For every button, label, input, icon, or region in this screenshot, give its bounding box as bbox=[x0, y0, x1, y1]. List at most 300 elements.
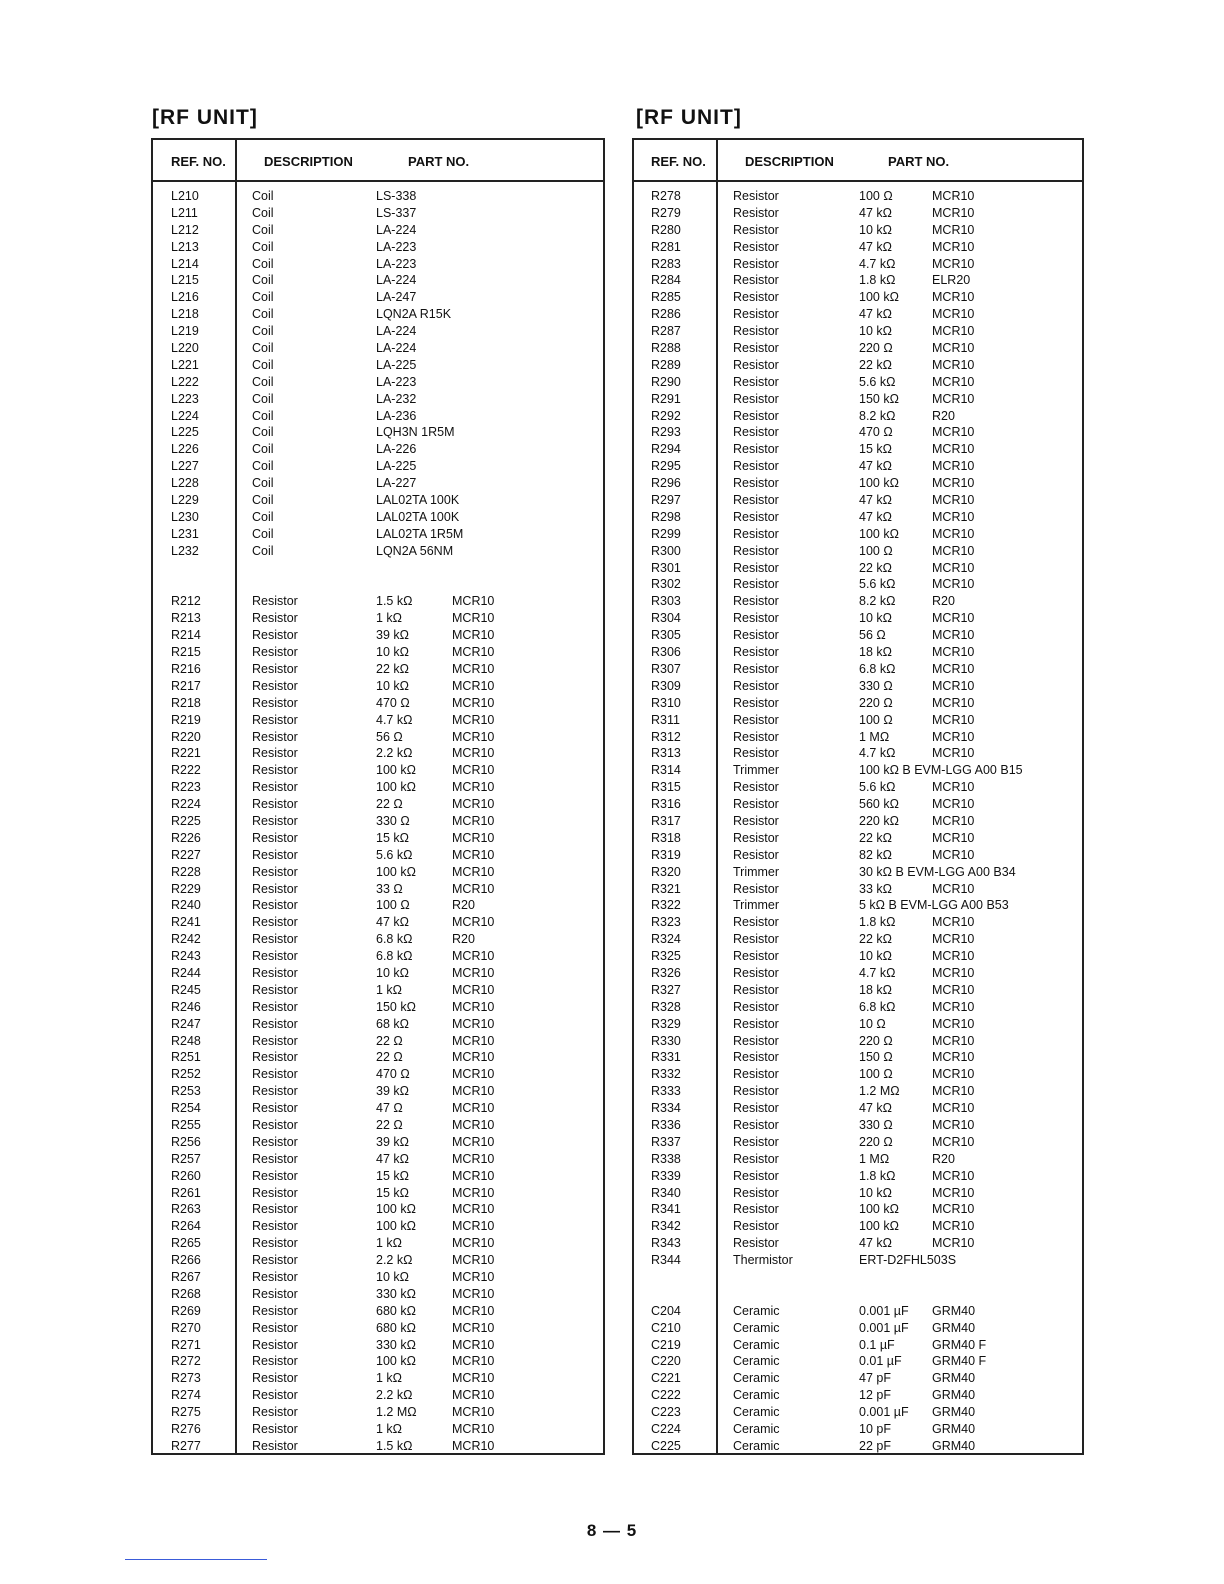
table-row bbox=[634, 847, 1082, 864]
cell-ref-no: L222 bbox=[171, 374, 199, 389]
cell-description: Resistor bbox=[252, 965, 298, 980]
cell-description: Resistor bbox=[252, 1438, 298, 1453]
cell-part-no: MCR10 bbox=[932, 341, 975, 356]
cell-value: 1.2 MΩ bbox=[859, 1084, 900, 1099]
cell-ref-no: R271 bbox=[171, 1337, 201, 1352]
cell-description: Ceramic bbox=[733, 1303, 780, 1318]
table-row bbox=[153, 999, 603, 1016]
cell-value: 1 MΩ bbox=[859, 729, 890, 744]
cell-value: 220 Ω bbox=[859, 1033, 893, 1048]
cell-value: 1.8 kΩ bbox=[859, 1168, 896, 1183]
cell-description: Resistor bbox=[252, 949, 298, 964]
table-body bbox=[153, 188, 603, 1455]
cell-value: 6.8 kΩ bbox=[376, 932, 413, 947]
cell-value: 47 Ω bbox=[376, 1101, 403, 1116]
table-row bbox=[634, 695, 1082, 712]
cell-description: Resistor bbox=[733, 1151, 779, 1166]
cell-ref-no: R298 bbox=[651, 509, 681, 524]
cell-description: Trimmer bbox=[733, 763, 780, 778]
cell-value: 220 kΩ bbox=[859, 813, 899, 828]
cell-value: 15 kΩ bbox=[376, 1185, 409, 1200]
cell-ref-no: R221 bbox=[171, 746, 201, 761]
table-row bbox=[634, 1151, 1082, 1168]
cell-description: Resistor bbox=[252, 813, 298, 828]
cell-ref-no: R213 bbox=[171, 611, 201, 626]
cell-ref-no: R261 bbox=[171, 1185, 201, 1200]
cell-ref-no: R260 bbox=[171, 1168, 201, 1183]
cell-description: Resistor bbox=[252, 1337, 298, 1352]
cell-part-no: MCR10 bbox=[452, 1033, 495, 1048]
cell-value: 33 kΩ bbox=[859, 881, 892, 896]
cell-description: Resistor bbox=[733, 949, 779, 964]
cell-value: LA-224 bbox=[376, 222, 417, 237]
cell-ref-no: L230 bbox=[171, 509, 199, 524]
cell-ref-no: R327 bbox=[651, 982, 681, 997]
cell-value: 82 kΩ bbox=[859, 847, 892, 862]
cell-value: 47 kΩ bbox=[376, 1151, 409, 1166]
cell-ref-no: R297 bbox=[651, 493, 681, 508]
table-row bbox=[153, 712, 603, 729]
table-row bbox=[634, 526, 1082, 543]
table-row bbox=[153, 560, 603, 577]
cell-value: 100 kΩ bbox=[376, 763, 416, 778]
cell-part-no: MCR10 bbox=[452, 1438, 495, 1453]
cell-value: 47 kΩ bbox=[859, 1236, 892, 1251]
cell-description: Coil bbox=[252, 526, 274, 541]
cell-description: Resistor bbox=[733, 645, 779, 660]
cell-description: Resistor bbox=[733, 1033, 779, 1048]
cell-description: Coil bbox=[252, 425, 274, 440]
cell-part-no: MCR10 bbox=[932, 560, 975, 575]
cell-ref-no: L223 bbox=[171, 391, 199, 406]
cell-part-no: MCR10 bbox=[932, 982, 975, 997]
right-section-title: [RF UNIT] bbox=[636, 106, 742, 129]
table-row bbox=[634, 1083, 1082, 1100]
cell-description: Resistor bbox=[252, 1253, 298, 1268]
cell-value: 1.8 kΩ bbox=[859, 915, 896, 930]
cell-part-no: MCR10 bbox=[932, 357, 975, 372]
table-row bbox=[634, 1404, 1082, 1421]
table-row bbox=[153, 205, 603, 222]
cell-ref-no: R300 bbox=[651, 543, 681, 558]
cell-part-no: MCR10 bbox=[932, 628, 975, 643]
cell-ref-no: R216 bbox=[171, 661, 201, 676]
cell-value: 10 kΩ bbox=[859, 611, 892, 626]
cell-value: LA-223 bbox=[376, 374, 417, 389]
cell-part-no: MCR10 bbox=[452, 1101, 495, 1116]
cell-part-no: MCR10 bbox=[932, 611, 975, 626]
cell-description: Resistor bbox=[733, 712, 779, 727]
table-row bbox=[634, 796, 1082, 813]
table-row bbox=[153, 1438, 603, 1455]
cell-part-no: MCR10 bbox=[452, 1422, 495, 1437]
cell-value: 2.2 kΩ bbox=[376, 746, 413, 761]
cell-part-no: R20 bbox=[452, 932, 475, 947]
cell-value: 5.6 kΩ bbox=[376, 847, 413, 862]
table-row bbox=[634, 205, 1082, 222]
cell-ref-no: R270 bbox=[171, 1320, 201, 1335]
cell-ref-no: R322 bbox=[651, 898, 681, 913]
table-row bbox=[153, 526, 603, 543]
table-row bbox=[153, 627, 603, 644]
cell-part-no: MCR10 bbox=[932, 290, 975, 305]
cell-description: Coil bbox=[252, 543, 274, 558]
cell-part-no: MCR10 bbox=[452, 999, 495, 1014]
cell-value: LA-232 bbox=[376, 391, 417, 406]
header-description: DESCRIPTION bbox=[745, 154, 834, 169]
cell-ref-no: R223 bbox=[171, 780, 201, 795]
cell-description: Resistor bbox=[733, 509, 779, 524]
cell-value: 8.2 kΩ bbox=[859, 408, 896, 423]
cell-value: 1.2 MΩ bbox=[376, 1405, 417, 1420]
table-row bbox=[153, 897, 603, 914]
table-row bbox=[153, 357, 603, 374]
table-row bbox=[153, 610, 603, 627]
table-row bbox=[153, 813, 603, 830]
cell-part-no: MCR10 bbox=[932, 1219, 975, 1234]
cell-ref-no: R331 bbox=[651, 1050, 681, 1065]
cell-description: Coil bbox=[252, 357, 274, 372]
cell-part-no: MCR10 bbox=[932, 391, 975, 406]
cell-part-no: MCR10 bbox=[932, 307, 975, 322]
cell-description: Coil bbox=[252, 493, 274, 508]
cell-ref-no: R324 bbox=[651, 932, 681, 947]
cell-value: 4.7 kΩ bbox=[376, 712, 413, 727]
cell-value: 0.001 µF bbox=[859, 1303, 909, 1318]
cell-part-no: MCR10 bbox=[452, 813, 495, 828]
cell-description: Resistor bbox=[733, 1117, 779, 1132]
cell-value: 1.5 kΩ bbox=[376, 1438, 413, 1453]
cell-ref-no: C210 bbox=[651, 1320, 681, 1335]
table-row bbox=[153, 1201, 603, 1218]
cell-description: Ceramic bbox=[733, 1405, 780, 1420]
cell-part-no: MCR10 bbox=[452, 1151, 495, 1166]
cell-value: 470 Ω bbox=[376, 695, 410, 710]
table-row bbox=[634, 458, 1082, 475]
cell-value: 100 kΩ bbox=[859, 476, 899, 491]
cell-part-no: MCR10 bbox=[932, 256, 975, 271]
cell-value: 100 kΩ bbox=[859, 1202, 899, 1217]
cell-description: Resistor bbox=[733, 830, 779, 845]
cell-value: 680 kΩ bbox=[376, 1303, 416, 1318]
cell-part-no: MCR10 bbox=[452, 1067, 495, 1082]
cell-ref-no: L221 bbox=[171, 357, 199, 372]
cell-description: Resistor bbox=[252, 695, 298, 710]
cell-ref-no: R301 bbox=[651, 560, 681, 575]
cell-value: LA-225 bbox=[376, 357, 417, 372]
table-row bbox=[153, 914, 603, 931]
cell-part-no: MCR10 bbox=[932, 1033, 975, 1048]
cell-description: Ceramic bbox=[733, 1354, 780, 1369]
cell-value: 330 Ω bbox=[859, 1117, 893, 1132]
table-row bbox=[634, 256, 1082, 273]
cell-part-no: MCR10 bbox=[932, 645, 975, 660]
cell-ref-no: R215 bbox=[171, 645, 201, 660]
table-row bbox=[634, 914, 1082, 931]
table-row bbox=[634, 1387, 1082, 1404]
cell-value: 100 kΩ bbox=[859, 290, 899, 305]
cell-description: Resistor bbox=[733, 1084, 779, 1099]
cell-ref-no: C222 bbox=[651, 1388, 681, 1403]
cell-ref-no: R305 bbox=[651, 628, 681, 643]
cell-description: Coil bbox=[252, 476, 274, 491]
cell-part-no: MCR10 bbox=[452, 1134, 495, 1149]
cell-description: Coil bbox=[252, 290, 274, 305]
cell-part-no: MCR10 bbox=[932, 915, 975, 930]
cell-value: 150 kΩ bbox=[376, 999, 416, 1014]
cell-description: Resistor bbox=[252, 1033, 298, 1048]
cell-ref-no: R337 bbox=[651, 1134, 681, 1149]
cell-description: Resistor bbox=[252, 1405, 298, 1420]
cell-description: Resistor bbox=[733, 1236, 779, 1251]
cell-description: Resistor bbox=[733, 1067, 779, 1082]
table-row bbox=[153, 458, 603, 475]
cell-description: Resistor bbox=[252, 1050, 298, 1065]
cell-description: Resistor bbox=[733, 1185, 779, 1200]
table-row bbox=[153, 272, 603, 289]
table-row bbox=[153, 1353, 603, 1370]
cell-description: Resistor bbox=[252, 1286, 298, 1301]
cell-description: Ceramic bbox=[733, 1320, 780, 1335]
cell-ref-no: L210 bbox=[171, 189, 199, 203]
cell-value: LA-223 bbox=[376, 239, 417, 254]
cell-value: 330 Ω bbox=[376, 813, 410, 828]
cell-ref-no: R274 bbox=[171, 1388, 201, 1403]
cell-ref-no: R285 bbox=[651, 290, 681, 305]
cell-value: 47 kΩ bbox=[859, 307, 892, 322]
table-row bbox=[634, 1033, 1082, 1050]
cell-value: 1 kΩ bbox=[376, 1371, 403, 1386]
cell-description: Resistor bbox=[252, 830, 298, 845]
table-row bbox=[153, 593, 603, 610]
cell-part-no: MCR10 bbox=[932, 999, 975, 1014]
cell-part-no: MCR10 bbox=[452, 678, 495, 693]
table-row bbox=[634, 1218, 1082, 1235]
cell-part-no: MCR10 bbox=[932, 205, 975, 220]
cell-value: 22 Ω bbox=[376, 1033, 403, 1048]
cell-description: Resistor bbox=[733, 611, 779, 626]
cell-part-no: MCR10 bbox=[932, 374, 975, 389]
cell-ref-no: C221 bbox=[651, 1371, 681, 1386]
table-row bbox=[634, 1134, 1082, 1151]
cell-ref-no: R217 bbox=[171, 678, 201, 693]
cell-ref-no: R344 bbox=[651, 1253, 681, 1268]
cell-part-no: MCR10 bbox=[452, 881, 495, 896]
table-row bbox=[634, 948, 1082, 965]
cell-value: 1 kΩ bbox=[376, 982, 403, 997]
cell-value: 47 kΩ bbox=[859, 509, 892, 524]
table-row bbox=[634, 1269, 1082, 1286]
cell-description: Ceramic bbox=[733, 1422, 780, 1437]
cell-value: 100 kΩ B EVM-LGG A00 B15 bbox=[859, 763, 1023, 778]
table-row bbox=[634, 391, 1082, 408]
cell-part-no: MCR10 bbox=[932, 577, 975, 592]
cell-description: Resistor bbox=[252, 780, 298, 795]
cell-value: 30 kΩ B EVM-LGG A00 B34 bbox=[859, 864, 1016, 879]
table-row bbox=[153, 256, 603, 273]
cell-ref-no: R311 bbox=[651, 712, 680, 727]
cell-part-no: MCR10 bbox=[452, 729, 495, 744]
table-row bbox=[634, 678, 1082, 695]
cell-value: 10 pF bbox=[859, 1422, 891, 1437]
cell-ref-no: C225 bbox=[651, 1438, 681, 1453]
cell-part-no: MCR10 bbox=[452, 695, 495, 710]
cell-ref-no: R253 bbox=[171, 1084, 201, 1099]
left-section-title: [RF UNIT] bbox=[152, 106, 258, 129]
table-row bbox=[634, 931, 1082, 948]
cell-description: Resistor bbox=[733, 1134, 779, 1149]
cell-part-no: ELR20 bbox=[932, 273, 971, 288]
cell-value: 4.7 kΩ bbox=[859, 746, 896, 761]
table-row bbox=[153, 779, 603, 796]
cell-ref-no: R212 bbox=[171, 594, 201, 609]
cell-value: 100 kΩ bbox=[376, 780, 416, 795]
cell-description: Resistor bbox=[252, 1371, 298, 1386]
cell-ref-no: R220 bbox=[171, 729, 201, 744]
cell-part-no: MCR10 bbox=[932, 678, 975, 693]
cell-ref-no: L226 bbox=[171, 442, 199, 457]
cell-description: Resistor bbox=[733, 915, 779, 930]
cell-part-no: MCR10 bbox=[932, 881, 975, 896]
cell-ref-no: C224 bbox=[651, 1422, 681, 1437]
table-row bbox=[153, 492, 603, 509]
cell-value: 100 kΩ bbox=[859, 1219, 899, 1234]
cell-description: Resistor bbox=[252, 1168, 298, 1183]
cell-value: 22 kΩ bbox=[859, 560, 892, 575]
cell-description: Resistor bbox=[252, 611, 298, 626]
cell-part-no: MCR10 bbox=[452, 1117, 495, 1132]
cell-description: Resistor bbox=[733, 256, 779, 271]
cell-value: 100 Ω bbox=[859, 712, 893, 727]
cell-value: 1 MΩ bbox=[859, 1151, 890, 1166]
cell-ref-no: R338 bbox=[651, 1151, 681, 1166]
cell-ref-no: R286 bbox=[651, 307, 681, 322]
header-part-no: PART NO. bbox=[888, 154, 950, 169]
table-row bbox=[634, 1117, 1082, 1134]
cell-description: Resistor bbox=[252, 645, 298, 660]
cell-value: LA-224 bbox=[376, 324, 417, 339]
cell-value: 22 kΩ bbox=[859, 830, 892, 845]
cell-value: LA-224 bbox=[376, 341, 417, 356]
cell-ref-no: R320 bbox=[651, 864, 681, 879]
cell-part-no: MCR10 bbox=[452, 1219, 495, 1234]
cell-ref-no: R244 bbox=[171, 965, 201, 980]
cell-part-no: MCR10 bbox=[452, 1185, 495, 1200]
cell-value: LS-337 bbox=[376, 205, 417, 220]
cell-value: 0.1 µF bbox=[859, 1337, 895, 1352]
cell-ref-no: R266 bbox=[171, 1253, 201, 1268]
header-description: DESCRIPTION bbox=[264, 154, 353, 169]
cell-value: 10 kΩ bbox=[859, 1185, 892, 1200]
cell-ref-no: R325 bbox=[651, 949, 681, 964]
cell-description: Ceramic bbox=[733, 1388, 780, 1403]
table-row bbox=[153, 695, 603, 712]
cell-description: Resistor bbox=[733, 999, 779, 1014]
cell-value: 47 kΩ bbox=[859, 205, 892, 220]
cell-description: Resistor bbox=[252, 763, 298, 778]
cell-part-no: MCR10 bbox=[932, 712, 975, 727]
footer-rule bbox=[125, 1559, 267, 1560]
cell-part-no: R20 bbox=[932, 1151, 955, 1166]
cell-part-no: MCR10 bbox=[932, 1168, 975, 1183]
cell-ref-no: R299 bbox=[651, 526, 681, 541]
cell-description: Resistor bbox=[252, 1422, 298, 1437]
table-row bbox=[153, 1269, 603, 1286]
cell-part-no: MCR10 bbox=[932, 1050, 975, 1065]
cell-value: 39 kΩ bbox=[376, 628, 409, 643]
cell-value: 18 kΩ bbox=[859, 645, 892, 660]
cell-ref-no: R342 bbox=[651, 1219, 681, 1234]
table-row bbox=[634, 1303, 1082, 1320]
table-row bbox=[153, 1404, 603, 1421]
table-row bbox=[153, 424, 603, 441]
table-header bbox=[634, 140, 1082, 182]
table-body bbox=[634, 188, 1082, 1455]
table-row bbox=[153, 1320, 603, 1337]
cell-description: Resistor bbox=[252, 847, 298, 862]
cell-ref-no: R295 bbox=[651, 459, 681, 474]
table-row bbox=[153, 661, 603, 678]
cell-ref-no: L224 bbox=[171, 408, 199, 423]
cell-description: Resistor bbox=[733, 1050, 779, 1065]
cell-value: 1.5 kΩ bbox=[376, 594, 413, 609]
header-ref-no: REF. NO. bbox=[171, 154, 226, 169]
cell-value: 22 pF bbox=[859, 1438, 891, 1453]
cell-ref-no: R265 bbox=[171, 1236, 201, 1251]
cell-part-no: MCR10 bbox=[452, 1202, 495, 1217]
left-parts-table bbox=[151, 138, 605, 1455]
table-row bbox=[634, 745, 1082, 762]
cell-part-no: GRM40 bbox=[932, 1388, 976, 1403]
table-row bbox=[634, 239, 1082, 256]
cell-ref-no: R293 bbox=[651, 425, 681, 440]
cell-part-no: MCR10 bbox=[932, 1236, 975, 1251]
table-row bbox=[634, 1066, 1082, 1083]
cell-part-no: MCR10 bbox=[452, 1405, 495, 1420]
cell-ref-no: R240 bbox=[171, 898, 201, 913]
table-row bbox=[634, 627, 1082, 644]
cell-ref-no: C220 bbox=[651, 1354, 681, 1369]
cell-description: Resistor bbox=[733, 1202, 779, 1217]
table-row bbox=[634, 881, 1082, 898]
table-row bbox=[153, 965, 603, 982]
cell-description: Coil bbox=[252, 205, 274, 220]
cell-ref-no: R227 bbox=[171, 847, 201, 862]
cell-description: Resistor bbox=[733, 273, 779, 288]
table-row bbox=[634, 1370, 1082, 1387]
cell-ref-no: R304 bbox=[651, 611, 681, 626]
cell-description: Resistor bbox=[733, 729, 779, 744]
table-row bbox=[634, 1185, 1082, 1202]
cell-value: LAL02TA 1R5M bbox=[376, 526, 464, 541]
cell-description: Resistor bbox=[252, 1320, 298, 1335]
cell-value: 330 kΩ bbox=[376, 1337, 416, 1352]
cell-ref-no: R306 bbox=[651, 645, 681, 660]
table-row bbox=[634, 1252, 1082, 1269]
cell-part-no: MCR10 bbox=[452, 830, 495, 845]
cell-ref-no: R310 bbox=[651, 695, 681, 710]
cell-value: 39 kΩ bbox=[376, 1134, 409, 1149]
table-row bbox=[153, 1387, 603, 1404]
table-row bbox=[153, 188, 603, 205]
cell-ref-no: R273 bbox=[171, 1371, 201, 1386]
cell-description: Resistor bbox=[252, 898, 298, 913]
cell-value: LA-227 bbox=[376, 476, 417, 491]
table-row bbox=[153, 948, 603, 965]
table-row bbox=[634, 222, 1082, 239]
cell-ref-no: R257 bbox=[171, 1151, 201, 1166]
cell-description: Resistor bbox=[252, 729, 298, 744]
